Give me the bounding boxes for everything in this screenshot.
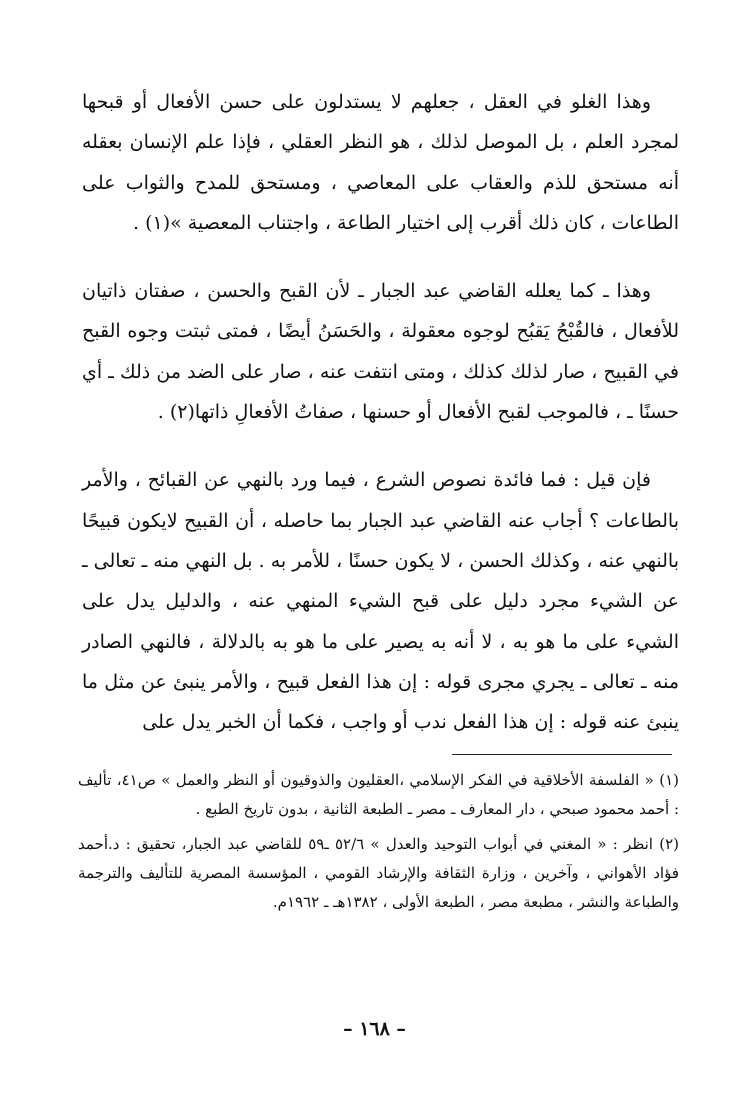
paragraph-1: وهذا الغلو في العقل ، جعلهم لا يستدلون على حسن الأفعال أو قبحها لمجرد العلم ، بل الموصل لذلك ، هو النظر العقلي ، فإذا علم الإنسان بعقله أنه مستحق للذم والعقاب على المعاصي ، ومستحق للمدح والثواب على الطاعات ، كان ذلك أقرب إلى اختيار الطاعة ، واجتناب المعصية »(١) . (82, 91, 679, 234)
main-text (82, 82, 679, 770)
page-number: – ١٦٨ – (343, 1018, 406, 1040)
paragraph-3: فإن قيل : فما فائدة نصوص الشرع ، فيما ورد بالنهي عن القبائح ، والأمر بالطاعات ؟ أجاب عنه القاضي عبد الجبار بما حاصله ، أن القبيح لايكون قبيحًا بالنهي عنه ، وكذلك الحسن ، لا يكون حسنًا ، للأمر به . بل النهي منه ـ تعالى ـ عن الشيء مجرد دليل على قبح الشيء المنهي عنه ، والدليل يدل على الشيء على ما هو به ، لا أنه به يصير على ما هو به بالدلالة ، فالنهي الصادر منه ـ تعالى ـ يجري مجرى قوله : إن هذا الفعل قبيح ، والأمر ينبئ عن مثل ما ينبئ عنه قوله : إن هذا الفعل ندب أو واجب ، فكما أن الخبر يدل على (82, 469, 679, 734)
footnote-2: (٢) انظر : « المغني في أبواب التوحيد والعدل » ٥٢/٦ ـ٥٩ للقاضي عبد الجبار، تحقيق : د.أحمد فؤاد الأهواني ، وآخرين ، وزارة الثقافة والإرشاد القومي ، المؤسسة المصرية للتأليف والترجمة والطباعة والنشر ، مطبعة مصر ، الطبعة الأولى ، ١٣٨٢هـ ـ ١٩٦٢م. (78, 835, 679, 911)
footnote-divider (452, 754, 672, 755)
footnotes (78, 766, 679, 923)
paragraph-2: وهذا ـ كما يعلله القاضي عبد الجبار ـ لأن القبح والحسن ، صفتان ذاتيان للأفعال ، فالقُبْحُ يَقبُح لوجوه معقولة ، والحَسَنُ أيضًا ، فمتى ثبتت وجوه القبح في القبيح ، صار لذلك كذلك ، ومتى انتفت عنه ، صار على الضد من ذلك ـ أي حسنًا ـ ، فالموجب لقبح الأفعال أو حسنها ، صفاتُ الأفعالِ ذاتها(٢) . (82, 280, 679, 424)
footnote-1: (١) « الفلسفة الأخلاقية في الفكر الإسلامي ،العقليون والذوقيون أو النظر والعمل » ص٤١، تأليف : أحمد محمود صبحي ، دار المعارف ـ مصر ـ الطبعة الثانية ، بدون تاريخ الطبع . (78, 771, 679, 818)
